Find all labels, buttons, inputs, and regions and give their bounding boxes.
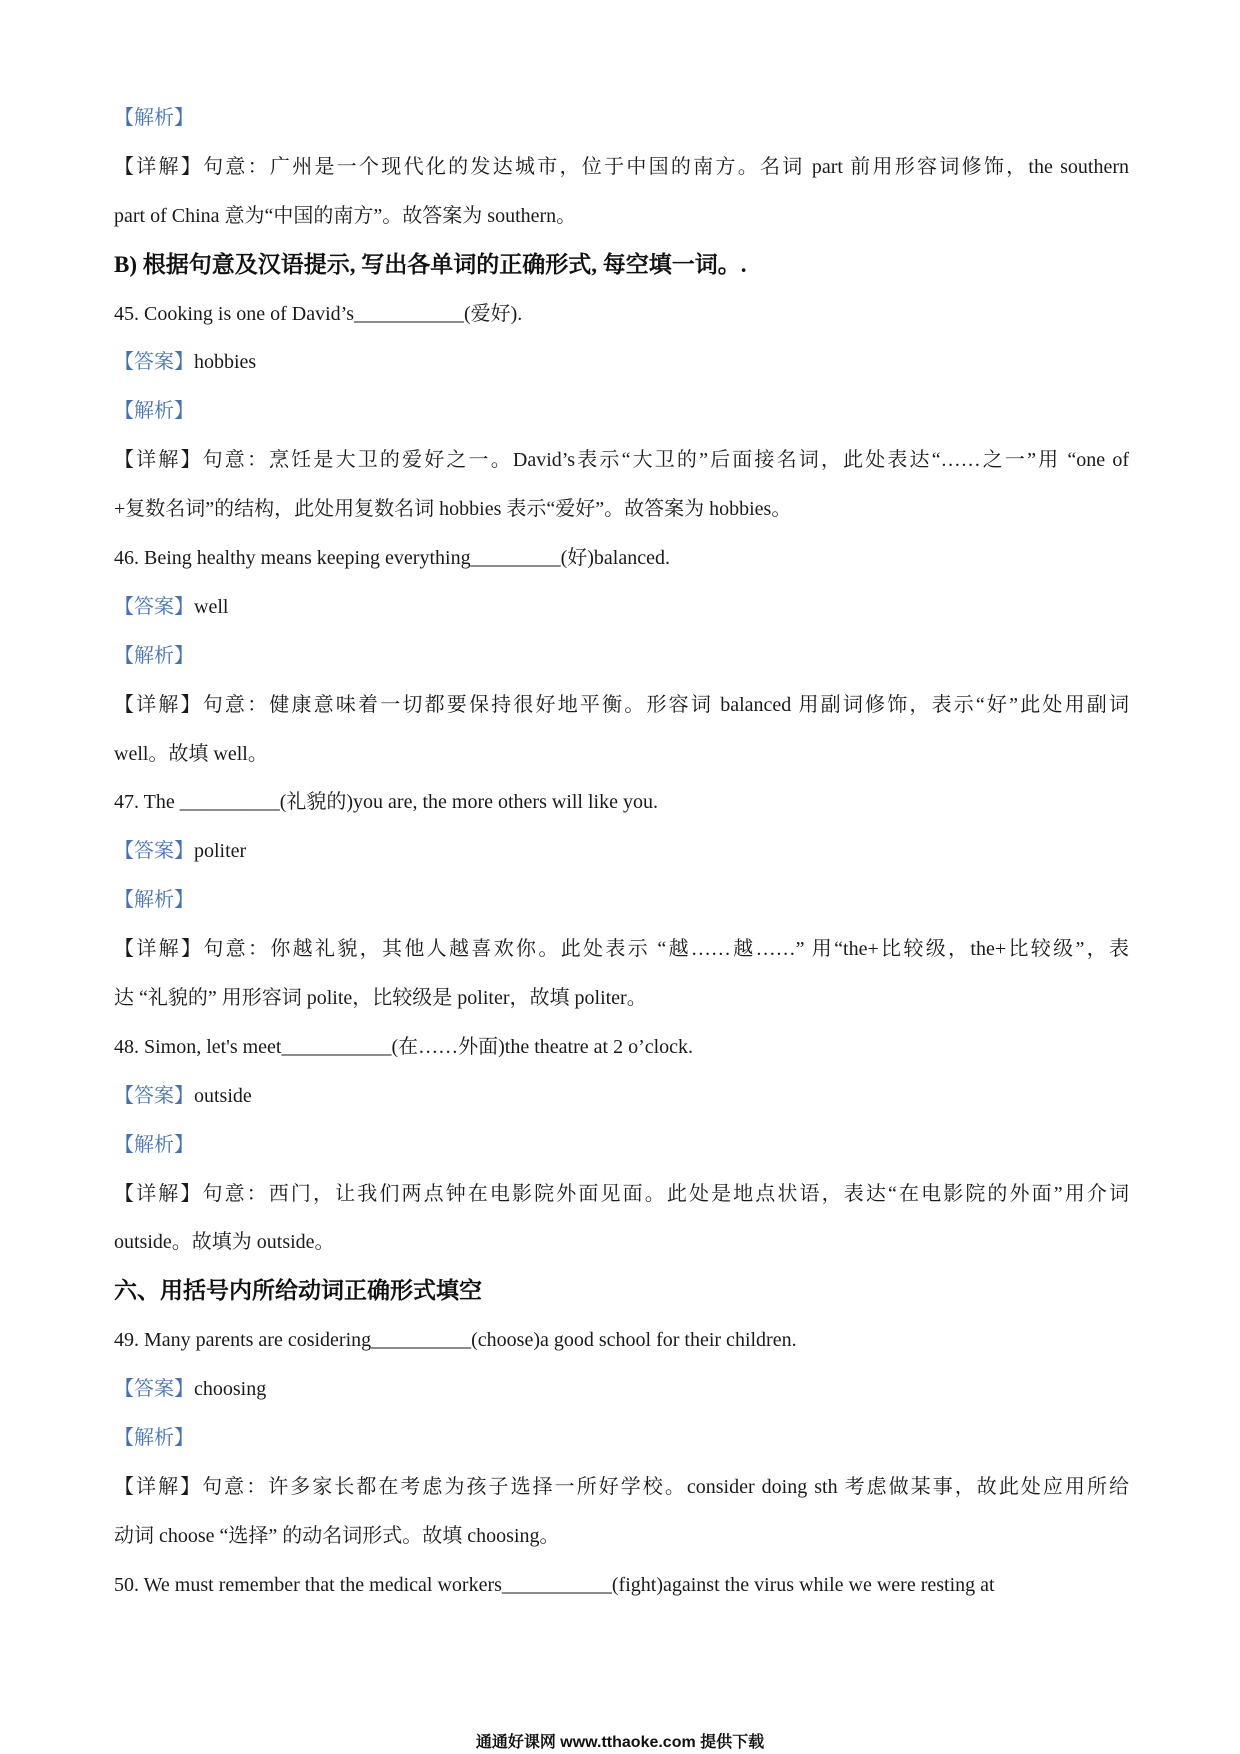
answer-label: 【答案】 [114,351,194,374]
detail-line: well。故填 well。 [114,742,268,765]
detail-line: 【详解】句意：西门，让我们两点钟在电影院外面见面。此处是地点状语，表达“在电影院的外面”用介词 [114,1182,1129,1205]
answer-line-49 [114,1365,1129,1414]
page-footer: 通通好课网 www.tthaoke.com 提供下载 [475,1734,765,1751]
question-47: 47. The __________(礼貌的)you are, the more others will like you. [114,791,658,814]
answer-value: well [194,595,229,618]
detail-line: part of China 意为“中国的南方”。故答案为 southern。 [114,204,577,227]
detail-line: 达 “礼貌的” 用形容词 polite，比较级是 politer，故填 politer。 [114,987,647,1010]
question-49: 49. Many parents are cosidering__________(choose)a good school for their children. [114,1329,797,1352]
section-six-heading: 六、用括号内所给动词正确形式填空 [114,1278,482,1304]
answer-label: 【答案】 [114,1378,194,1401]
analysis-label: 【解析】 [114,107,194,129]
question-48: 48. Simon, let's meet___________(在……外面)the theatre at 2 o’clock. [114,1035,694,1058]
answer-value: choosing [194,1378,267,1401]
detail-line: 【详解】句意：烹饪是大卫的爱好之一。David’s表示“大卫的”后面接名词，此处表达“……之一”用 “one of [114,449,1129,472]
answer-label: 【答案】 [114,595,194,618]
answer-label: 【答案】 [114,840,194,863]
detail-line: 【详解】句意：许多家长都在考虑为孩子选择一所好学校。consider doing sth 考虑做某事，故此处应用所给 [114,1475,1129,1498]
detail-line: 动词 choose “选择” 的动名词形式。故填 choosing。 [114,1524,560,1547]
answer-value: hobbies [194,351,257,374]
analysis-label: 【解析】 [114,400,194,423]
analysis-label: 【解析】 [114,1133,194,1156]
detail-line: 【详解】句意：健康意味着一切都要保持很好地平衡。形容词 balanced 用副词修饰，表示“好”此处用副词 [114,693,1129,716]
analysis-label: 【解析】 [114,644,194,667]
question-46: 46. Being healthy means keeping everything_________(好)balanced. [114,547,670,570]
analysis-label: 【解析】 [114,889,194,912]
detail-line: outside。故填为 outside。 [114,1231,335,1254]
answer-label: 【答案】 [114,1084,194,1107]
section-b-heading: B) 根据句意及汉语提示, 写出各单词的正确形式, 每空填一词。. [114,251,747,277]
detail-line: 【详解】句意：你越礼貌，其他人越喜欢你。此处表示 “越……越……” 用“the+比较级，the+比较级”，表 [114,938,1129,961]
question-45: 45. Cooking is one of David’s___________(爱好). [114,302,523,325]
answer-line-48 [114,1072,1129,1121]
answer-key-page [114,94,1129,1610]
detail-line: 【详解】句意：广州是一个现代化的发达城市，位于中国的南方。名词 part 前用形容词修饰，the southern [114,155,1129,178]
answer-value: politer [194,840,247,863]
answer-line-46 [114,583,1129,632]
answer-line-47 [114,827,1129,876]
detail-line: +复数名词”的结构，此处用复数名词 hobbies 表示“爱好”。故答案为 hobbies。 [114,498,792,521]
question-50: 50. We must remember that the medical workers___________(fight)against the virus while we were resting at [114,1573,995,1596]
analysis-label: 【解析】 [114,1427,194,1450]
answer-value: outside [194,1084,252,1107]
answer-line-45 [114,338,1129,387]
